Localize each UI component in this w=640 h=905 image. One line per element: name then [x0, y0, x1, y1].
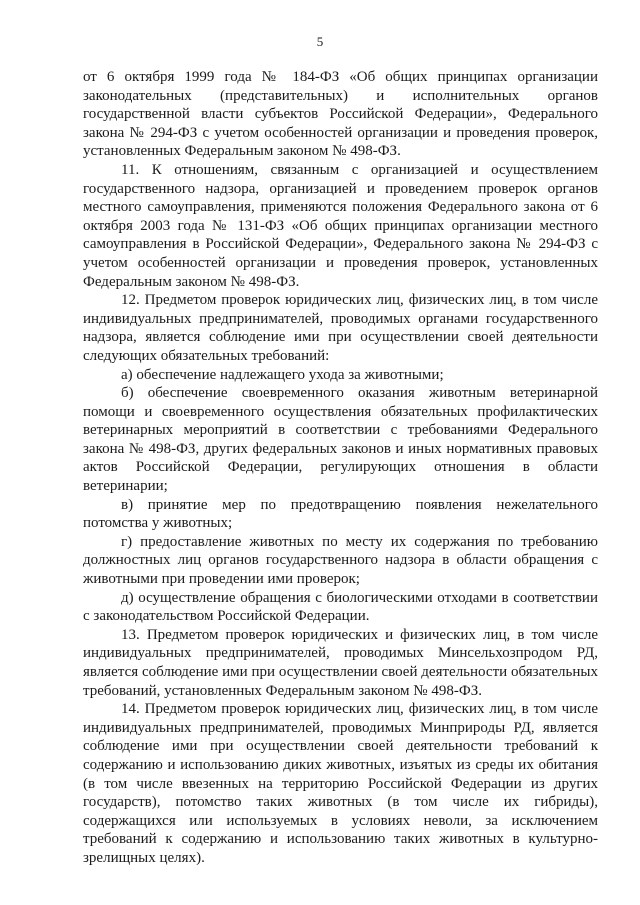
document-body: [83, 68, 598, 868]
paragraph-subitem-b: б) обеспечение своевременного оказания животным ветеринарной помощи и своевременного осуществления обязательных профилактических ветеринарных мероприятий в соответствии с требованиями Федерального закона № 498-ФЗ, других федеральных законов и иных нормативных правовых актов Российской Федерации, регулирующих отношения в области ветеринарии;: [83, 385, 598, 495]
paragraph-subitem-g: г) предоставление животных по месту их содержания по требованию должностных лиц органов государственного надзора в области обращения с животными при проведении ими проверок;: [83, 533, 598, 588]
page-number: 5: [316, 34, 324, 49]
paragraph-subitem-a: а) обеспечение надлежащего ухода за животными;: [121, 366, 444, 383]
paragraph-item-14: 14. Предметом проверок юридических лиц, физических лиц, в том числе индивидуальных предпринимателей, проводимых Минприроды РД, является соблюдение ими при осуществлении своей деятельности требований к содержанию и использованию диких животных, изъятых из среды их обитания (в том числе ввезенных на территорию Российской Федерации из других государств), потомство таких животных (в том числе их гибриды), содержащихся или используемых в условиях неволи, за исключением требований к содержанию и использованию таких животных в культурно-зрелищных целях).: [83, 701, 598, 866]
paragraph-item-13: 13. Предметом проверок юридических и физических лиц, в том числе индивидуальных предпринимателей, проводимых Минсельхозпродом РД, является соблюдение ими при осуществлении своей деятельности обязательных требований, установленных Федеральным законом № 498-ФЗ.: [83, 626, 598, 699]
paragraph-item-12: 12. Предметом проверок юридических лиц, физических лиц, в том числе индивидуальных предпринимателей, проводимых органами государственного надзора, является соблюдение ими при осуществлении своей деятельности следующих обязательных требований:: [83, 292, 598, 364]
paragraph-continuation: от 6 октября 1999 года № 184-ФЗ «Об общих принципах организации законодательных (представительных) и исполнительных органов государственной власти субъектов Российской Федерации», Федерального закона № 294-ФЗ с учетом особенностей организации и проведения проверок, установленных Федеральным законом № 498-ФЗ.: [83, 69, 598, 160]
paragraph-item-11: 11. К отношениям, связанным с организацией и осуществлением государственного надзора, организацией и проведением проверок органов местного самоуправления, применяются положения Федерального закона от 6 октября 2003 года № 131-ФЗ «Об общих принципах организации местного самоуправления в Российской Федерации», Федерального закона № 294-ФЗ с учетом особенностей организации и проведения проверок, установленных Федеральным законом № 498-ФЗ.: [83, 161, 598, 290]
paragraph-subitem-v: в) принятие мер по предотвращению появления нежелательного потомства у животных;: [83, 496, 598, 532]
paragraph-subitem-d: д) осуществление обращения с биологическими отходами в соответствии с законодательством Российской Федерации.: [83, 589, 598, 625]
